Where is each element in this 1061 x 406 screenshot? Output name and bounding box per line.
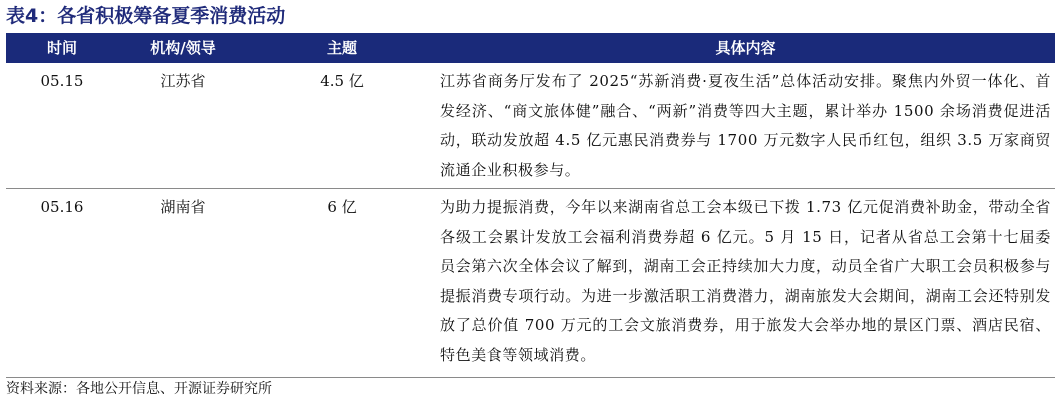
cell-theme: 6 亿 bbox=[327, 198, 357, 216]
cell-org: 湖南省 bbox=[160, 198, 206, 216]
events-table bbox=[6, 33, 1055, 378]
cell-date: 05.16 bbox=[40, 198, 84, 216]
header-content: 具体内容 bbox=[715, 39, 776, 57]
table-row bbox=[6, 63, 1055, 189]
header-org: 机构/领导 bbox=[150, 39, 216, 57]
table-title: 表4：各省积极筹备夏季消费活动 bbox=[6, 5, 286, 27]
cell-org: 江苏省 bbox=[160, 72, 206, 90]
table-header bbox=[6, 33, 1055, 63]
header-date: 时间 bbox=[46, 39, 77, 57]
header-theme: 主题 bbox=[326, 39, 357, 57]
cell-content: 江苏省商务厅发布了 2025“苏新消费·夏夜生活”总体活动安排。聚焦内外贸一体化、首发经济、“商文旅体健”融合、“两新”消费等四大主题，累计举办 1500 余场消费促进活动，联动发放超 4.5 亿元惠民消费券与 1700 万元数字人民币红包，组织 3.5 万家商贸流通企业积极参与。 bbox=[440, 72, 1051, 179]
cell-theme: 4.5 亿 bbox=[320, 72, 364, 90]
cell-content: 为助力提振消费，今年以来湖南省总工会本级已下拨 1.73 亿元促消费补助金，带动全省各级工会累计发放工会福利消费券超 6 亿元。5 月 15 日，记者从省总工会第十七届委员会第六次全体会议了解到，湖南工会正持续加大力度，动员全省广大职工会员积极参与提振消费专项行动。为进一步激活职工消费潜力，湖南旅发大会期间，湖南工会还特别发放了总价值 700 万元的工会文旅消费券，用于旅发大会举办地的景区门票、酒店民宿、特色美食等领域消费。 bbox=[440, 198, 1051, 364]
source-note: 资料来源：各地公开信息、开源证券研究所 bbox=[6, 381, 272, 397]
table-row bbox=[6, 189, 1055, 378]
cell-date: 05.15 bbox=[40, 72, 84, 90]
